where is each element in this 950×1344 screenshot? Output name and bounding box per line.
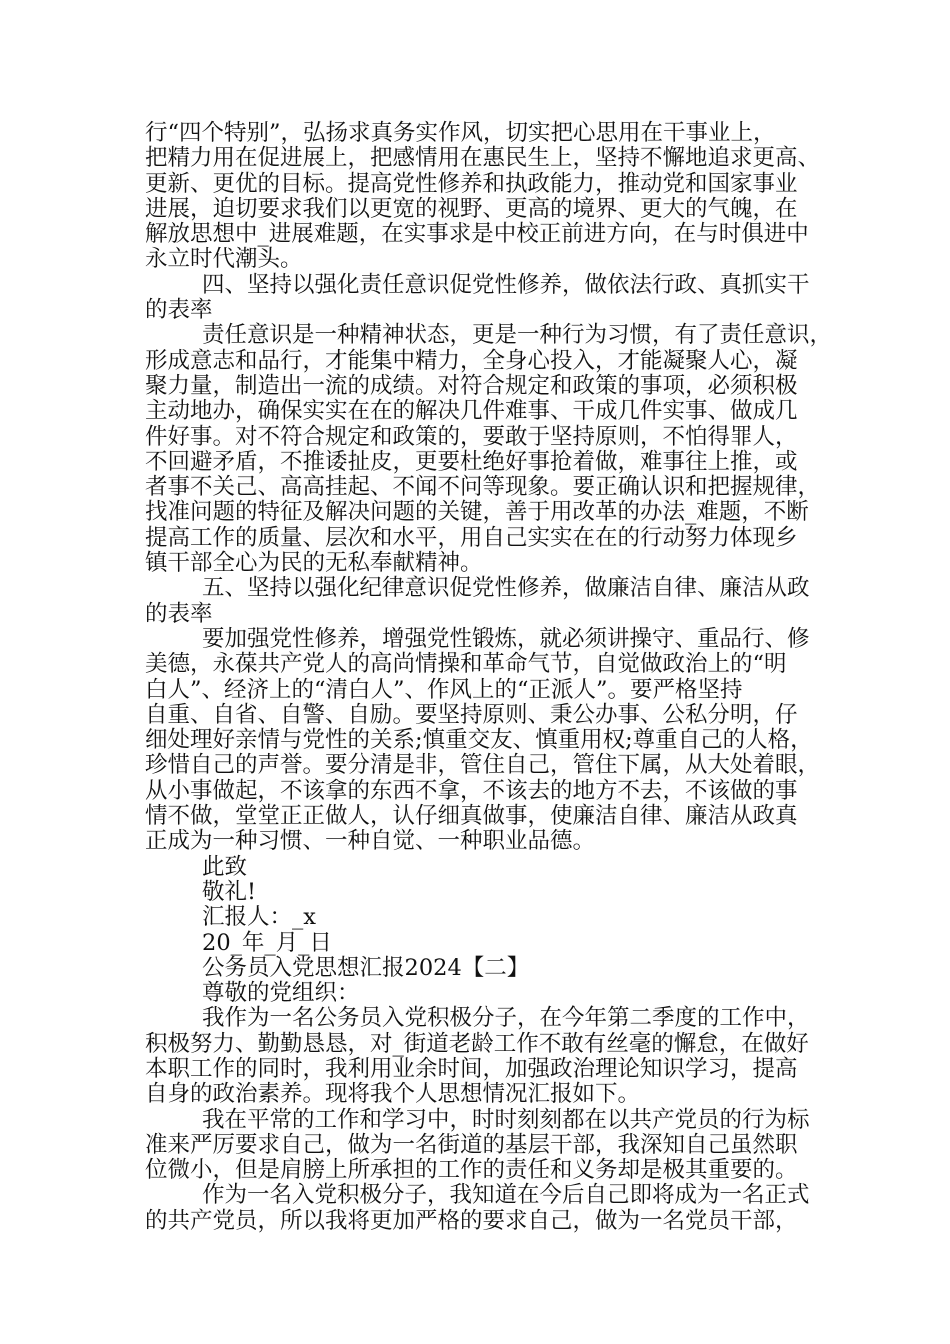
body-line-39: 自身的政治素养。现将我个人思想情况汇报如下。 — [145, 1081, 641, 1108]
body-line-2: 把精力用在促进展上，把感情用在惠民生上，坚持不懈地追求更高、 — [145, 145, 821, 172]
greeting: 尊敬的党组织： — [202, 980, 360, 1007]
body-line-40: 我在平常的工作和学习中，时时刻刻都在以共产党员的行为标 — [202, 1106, 810, 1133]
closing-regards: 敬礼! — [202, 878, 257, 905]
body-line-24: 自重、自省、自警、自励。要坚持原则、秉公办事、公私分明，仔 — [145, 701, 798, 728]
body-line-22: 美德，永葆共产党人的高尚情操和革命气节，自觉做政治上的“明 — [145, 651, 787, 678]
body-line-23: 白人”、经济上的“清白人”、作风上的“正派人”。要严格坚持 — [145, 676, 743, 703]
document-subtitle: 公务员入党思想汇报2024【二】 — [202, 954, 530, 981]
body-line-1: 行“四个特别”，弘扬求真务实作风，切实把心思用在干事业上， — [145, 120, 776, 146]
body-line-5: 解放思想中_进展难题，在实事求是中校正前进方向，在与时俱进中 — [145, 221, 809, 248]
body-line-43: 作为一名入党积极分子，我知道在今后自己即将成为一名正式 — [202, 1182, 810, 1209]
body-line-4: 进展，迫切要求我们以更宽的视野、更高的境界、更大的气魄，在 — [145, 195, 798, 222]
body-line-17: 提高工作的质量、层次和水平，用自己实实在在的行动努力体现乡 — [145, 524, 798, 551]
body-line-18: 镇干部全心为民的无私奉献精神。 — [145, 550, 483, 577]
section-heading-4: 四、坚持以强化责任意识促党性修养，做依法行政、真抓实干 — [202, 271, 810, 298]
section-heading-4-cont: 的表率 — [145, 297, 213, 324]
body-line-16: 找准问题的特征及解决问题的关键，善于用改革的办法_难题，不断 — [145, 499, 809, 526]
body-line-9: 责任意识是一种精神状态，更是一种行为习惯，有了责任意识， — [202, 322, 833, 349]
body-line-12: 主动地办，确保实实在在的解决几件难事、干成几件实事、做成几 — [145, 398, 798, 425]
body-line-27: 从小事做起，不该拿的东西不拿，不该去的地方不去，不该做的事 — [145, 777, 798, 804]
body-line-41: 准来严厉要求自己，做为一名街道的基层干部，我深知自己虽然职 — [145, 1131, 798, 1158]
body-line-38: 本职工作的同时，我利用业余时间，加强政治理论知识学习，提高 — [145, 1055, 798, 1082]
body-line-13: 件好事。对不符合规定和政策的，要敢于坚持原则，不怕得罪人， — [145, 423, 798, 450]
body-line-10: 形成意志和品行，才能集中精力，全身心投入，才能凝聚人心，凝 — [145, 347, 798, 374]
body-line-3: 更新、更优的目标。提高党性修养和执政能力，推动党和国家事业 — [145, 170, 798, 197]
body-line-29: 正成为一种习惯、一种自觉、一种职业品德。 — [145, 828, 596, 855]
report-date: 20_年_月_日 — [202, 929, 332, 956]
body-line-37: 积极努力、勤勤恳恳，对_街道老龄工作不敢有丝毫的懈怠，在做好 — [145, 1030, 809, 1057]
body-line-26: 珍惜自己的声誉。要分清是非，管住自己，管住下属，从大处着眼， — [145, 752, 821, 779]
body-line-21: 要加强党性修养，增强党性锻炼，就必须讲操守、重品行、修 — [202, 625, 810, 652]
body-line-14: 不回避矛盾，不推诿扯皮，更要杜绝好事抢着做，难事往上推，或 — [145, 448, 798, 475]
section-heading-5-cont: 的表率 — [145, 600, 213, 627]
document-body — [145, 120, 833, 1234]
body-line-42: 位微小，但是肩膀上所承担的工作的责任和义务却是极其重要的。 — [145, 1157, 798, 1184]
body-line-28: 情不做，堂堂正正做人，认仔细真做事，使廉洁自律、廉洁从政真 — [145, 803, 798, 830]
body-line-11: 聚力量，制造出一流的成绩。对符合规定和政策的事项，必须积极 — [145, 372, 798, 399]
closing-salutation: 此致 — [202, 853, 248, 880]
body-line-25: 细处理好亲情与党性的关系;慎重交友、慎重用权;尊重自己的人格， — [145, 727, 813, 754]
body-line-36: 我作为一名公务员入党积极分子，在今年第二季度的工作中， — [202, 1005, 810, 1032]
reporter-signature: 汇报人：_x — [202, 904, 316, 931]
body-line-6: 永立时代潮头。 — [145, 246, 303, 273]
body-line-15: 者事不关己、高高挂起、不闻不问等现象。要正确认识和把握规律， — [145, 474, 821, 501]
body-line-44: 的共产党员，所以我将更加严格的要求自己，做为一名党员干部， — [145, 1207, 798, 1234]
section-heading-5: 五、坚持以强化纪律意识促党性修养，做廉洁自律、廉洁从政 — [202, 575, 810, 602]
